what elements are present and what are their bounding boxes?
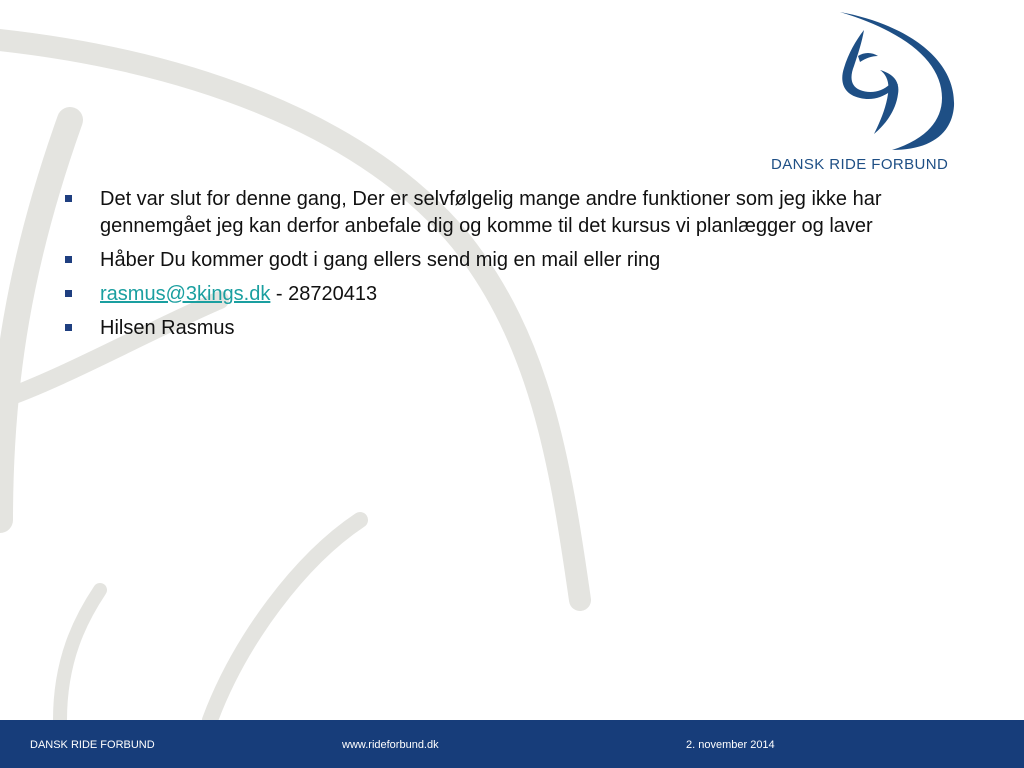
email-link[interactable]: rasmus@3kings.dk: [100, 283, 271, 305]
bullet-text: Håber Du kommer godt i gang ellers send mig en mail eller ring: [100, 249, 661, 271]
logo-text: DANSK RIDE FORBUND: [771, 156, 949, 173]
bullet-marker: [65, 195, 72, 202]
bullet-marker: [65, 256, 72, 263]
list-item: [62, 281, 932, 308]
footer-bar: [0, 720, 1024, 768]
footer-organization: DANSK RIDE FORBUND: [30, 739, 155, 751]
bullet-list: [62, 186, 932, 349]
phone-number: - 28720413: [270, 283, 378, 305]
footer-date: 2. november 2014: [686, 739, 775, 751]
footer-website: www.rideforbund.dk: [342, 739, 439, 751]
horse-head-icon: [820, 10, 960, 158]
bullet-text: Hilsen Rasmus: [100, 317, 235, 339]
list-item: [62, 186, 932, 240]
list-item: [62, 315, 932, 342]
list-item: [62, 247, 932, 274]
bullet-marker: [65, 324, 72, 331]
bullet-marker: [65, 290, 72, 297]
bullet-text: Det var slut for denne gang, Der er selvfølgelig mange andre funktioner som jeg ikke har gennemgået jeg kan derfor anbefale dig og komme til det kursus vi planlægger og laver: [100, 188, 882, 237]
logo: [768, 8, 1012, 178]
